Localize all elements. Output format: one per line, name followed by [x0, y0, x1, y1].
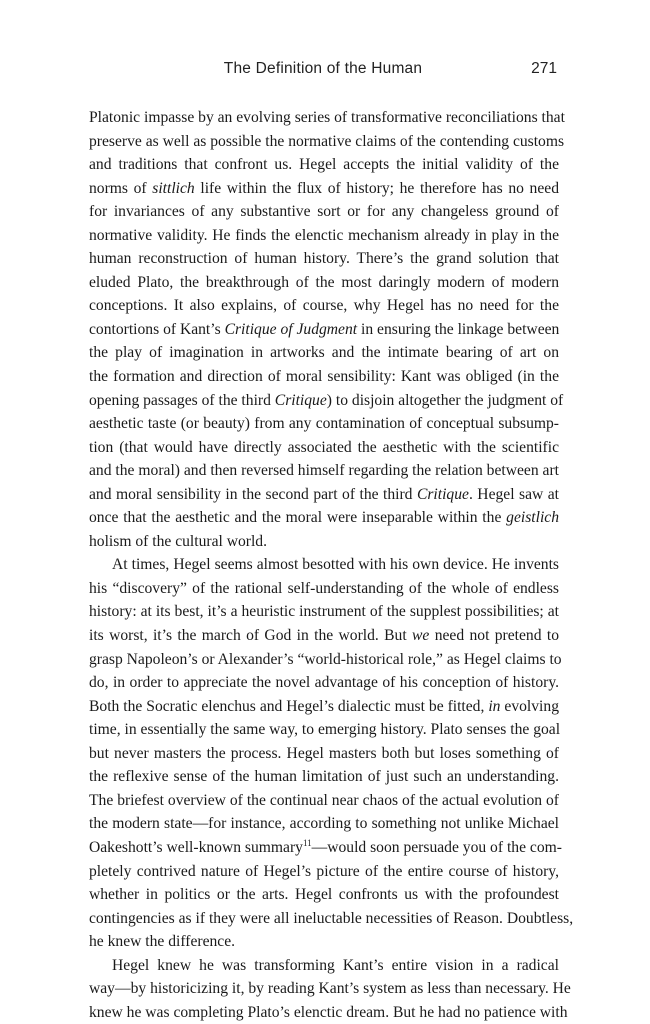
italic-term: we — [412, 627, 430, 645]
italic-term: Critique of Judgment — [224, 320, 358, 338]
text-line: he knew the difference. — [89, 933, 236, 951]
text-line: its worst, it’s the march of God in the world. But we need not pretend to — [89, 627, 559, 645]
text-line: contingencies as if they were all ineluctable necessities of Reason. Doubtless, — [89, 909, 574, 927]
text-line: norms of sittlich life within the flux of history; he therefore has no need — [89, 179, 559, 197]
italic-term: sittlich — [152, 179, 195, 197]
text-line: Platonic impasse by an evolving series of transformative reconciliations that — [89, 109, 565, 126]
italic-term: geistlich — [506, 509, 559, 527]
text-line: grasp Napoleon’s or Alexander’s “world-historical role,” as Hegel claims to — [89, 650, 562, 668]
italic-term: in — [488, 697, 501, 715]
text-line: the reflexive sense of the human limitation of just such an understanding. — [89, 768, 559, 786]
running-head — [89, 60, 557, 82]
text-line: history: at its best, it’s a heuristic instrument of the supplest possibilities; at — [89, 603, 559, 621]
text-line: whether in politics or the arts. Hegel confronts us with the profoundest — [89, 886, 559, 904]
text-line: eluded Plato, the breakthrough of the most daringly modern of modern — [89, 273, 559, 291]
text-line: tion (that would have directly associated the aesthetic with the scientific — [89, 438, 559, 456]
text-line: and moral sensibility in the second part of the third Critique. Hegel saw at — [89, 485, 559, 503]
text-line: his “discovery” of the rational self-understanding of the whole of endless — [89, 579, 559, 597]
text-line: human reconstruction of human history. There’s the grand solution that — [89, 250, 559, 268]
text-line: time, in essentially the same way, to emerging history. Plato senses the goal — [89, 721, 561, 739]
text-line: holism of the cultural world. — [89, 532, 267, 550]
text-line: for invariances of any substantive sort or for any changeless ground of — [89, 203, 559, 221]
text-line: preserve as well as possible the normative claims of the contending customs — [89, 132, 565, 150]
text-line: Both the Socratic elenchus and Hegel’s dialectic must be fitted, in evolving — [89, 697, 559, 715]
text-line: the play of imagination in artworks and the intimate bearing of art on — [89, 344, 559, 362]
text-line: knew he was completing Plato’s elenctic dream. But he had no patience with — [89, 1003, 568, 1021]
text-line: the formation and direction of moral sensibility: Kant was obliged (in the — [89, 368, 559, 386]
text-line: pletely contrived nature of Hegel’s picture of the entire course of history, — [89, 862, 559, 880]
text-line: conceptions. It also explains, of course, why Hegel has no need for the — [89, 297, 559, 315]
text-line: contortions of Kant’s Critique of Judgment in ensuring the linkage between — [89, 320, 560, 338]
text-line: the modern state—for instance, according to something not unlike Michael — [89, 815, 559, 833]
text-line: and traditions that confront us. Hegel accepts the initial validity of the — [89, 156, 559, 174]
text-line: Oakeshott’s well-known summary$^{11}$—would soon persuade you of the com- — [89, 837, 562, 856]
footnote-ref: 11 — [302, 837, 312, 848]
text-line: aesthetic taste (or beauty) from any contamination of conceptual subsump- — [89, 415, 559, 433]
running-title: The Definition of the Human — [223, 60, 423, 77]
italic-term: Critique — [416, 485, 469, 503]
text-line: once that the aesthetic and the moral were inseparable within the geistlich — [89, 509, 559, 527]
italic-term: Critique — [274, 391, 327, 409]
text-line: do, in order to appreciate the novel advantage of his conception of history. — [89, 674, 559, 692]
text-line: and the moral) and then reversed himself regarding the relation between art — [89, 462, 559, 480]
text-line: At times, Hegel seems almost besotted with his own device. He invents — [112, 556, 559, 574]
text-line: The briefest overview of the continual near chaos of the actual evolution of — [89, 791, 559, 809]
text-line: opening passages of the third Critique) to disjoin altogether the judgment of — [89, 391, 564, 409]
text-line: but never masters the process. Hegel masters both but loses something of — [89, 744, 559, 762]
text-line: normative validity. He finds the elenctic mechanism already in play in the — [89, 226, 559, 244]
text-line: way—by historicizing it, by reading Kant’s system as less than necessary. He — [89, 980, 571, 998]
page-number: 271 — [531, 60, 557, 77]
text-line: Hegel knew he was transforming Kant’s entire vision in a radical — [112, 956, 559, 974]
body-text — [89, 106, 574, 1024]
